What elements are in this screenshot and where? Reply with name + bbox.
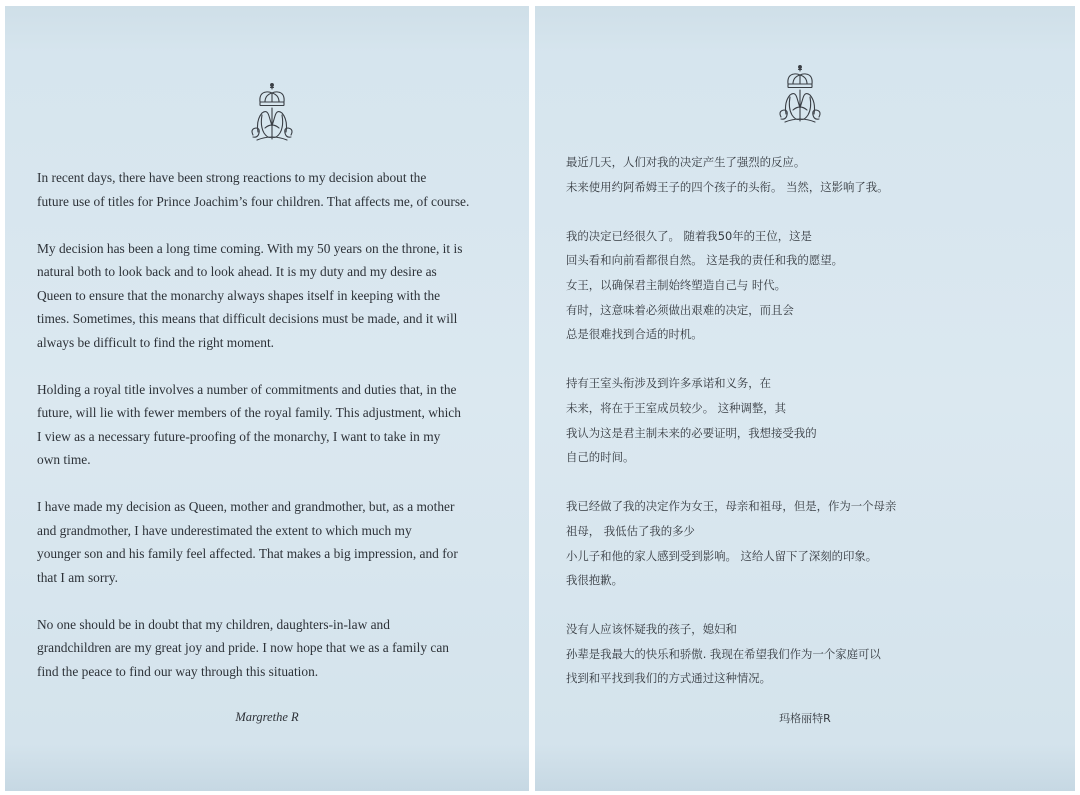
chinese-paragraph-3: 持有王室头衔涉及到许多承诺和义务，在 未来，将在于王室成员较少。 这种调整，其 我认为这是君主制未来的必要证明，我想接受我的 自己的时间。 bbox=[566, 376, 817, 465]
english-paragraph-5: No one should be in doubt that my children, daughters-in-law and grandchildren are my great joy and pride. I now hope that we as a family can find the peace to find our way through this situation. bbox=[37, 616, 449, 679]
english-paragraph-1: In recent days, there have been strong reactions to my decision about the future use of titles for Prince Joachim’s four children. That affects me, of course. bbox=[37, 170, 470, 209]
chinese-paragraph-5: 没有人应该怀疑我的孩子，媳妇和 孙辈是我最大的快乐和骄傲. 我现在希望我们作为一个家庭可以 找到和平找到我们的方式通过这种情况。 bbox=[566, 622, 881, 686]
chinese-letter-body bbox=[566, 150, 1061, 716]
english-letter-body bbox=[37, 166, 507, 707]
chinese-signature: 玛格丽特R bbox=[779, 712, 831, 725]
royal-crown-monogram-icon bbox=[247, 82, 297, 144]
english-paragraph-4: I have made my decision as Queen, mother and grandmother, but, as a mother and grandmother, I have underestimated the extent to which much my younger son and his family feel affected. That makes a big impression, and for that I am sorry. bbox=[37, 499, 458, 585]
royal-crown-monogram-icon bbox=[775, 64, 825, 126]
chinese-paragraph-4: 我已经做了我的决定作为女王，母亲和祖母，但是，作为一个母亲 祖母， 我低估了我的多少 小儿子和他的家人感到受到影响。 这给人留下了深刻的印象。 我很抱歉。 bbox=[566, 499, 897, 588]
chinese-paragraph-2: 我的决定已经很久了。 随着我50年的王位，这是 回头看和向前看都很自然。 这是我的责任和我的愿望。 女王，以确保君主制始终塑造自己与 时代。 有时，这意味着必须做出艰难的决定，而且会 总是很难找到合适的时机。 bbox=[566, 228, 843, 342]
english-signature: Margrethe R bbox=[235, 710, 299, 724]
english-paragraph-2: My decision has been a long time coming. With my 50 years on the throne, it is natural both to look back and to look ahead. It is my duty and my desire as Queen to ensure that the monarchy always shapes itself in keeping with the times. Sometimes, this means that difficult decisions must be made, and it will always be difficult to find the right moment. bbox=[37, 240, 463, 350]
english-paragraph-3: Holding a royal title involves a number of commitments and duties that, in the future, will lie with fewer members of the royal family. This adjustment, which I view as a necessary future-proofing of the monarchy, I want to take in my own time. bbox=[37, 381, 461, 467]
chinese-paragraph-1: 最近几天，人们对我的决定产生了强烈的反应。 未来使用约阿希姆王子的四个孩子的头衔。 当然，这影响了我。 bbox=[566, 155, 889, 194]
english-letter-page bbox=[5, 6, 529, 791]
chinese-letter-page bbox=[535, 6, 1075, 791]
